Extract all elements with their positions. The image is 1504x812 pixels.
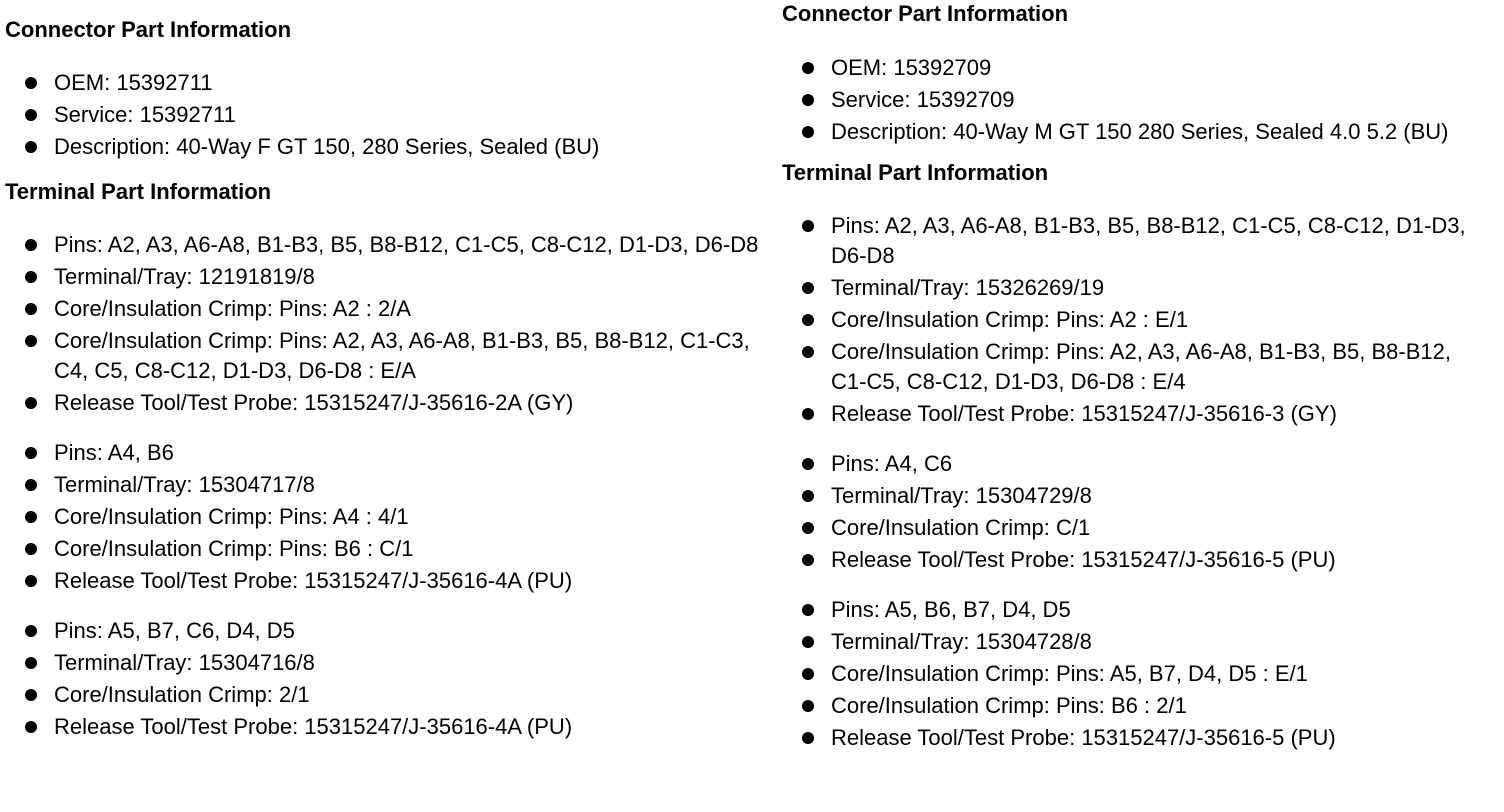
list-item: Terminal/Tray: 15304729/8 bbox=[782, 481, 1492, 511]
connector-heading: Connector Part Information bbox=[5, 17, 292, 42]
list-item: Terminal/Tray: 15304728/8 bbox=[782, 627, 1492, 657]
terminal-group bbox=[782, 211, 1492, 429]
list-item: Terminal/Tray: 15304716/8 bbox=[5, 648, 770, 678]
connector-oem: OEM: 15392709 bbox=[782, 53, 1492, 83]
list-item: Core/Insulation Crimp: Pins: B6 : C/1 bbox=[5, 534, 770, 564]
terminal-group bbox=[782, 449, 1492, 575]
list-item: Core/Insulation Crimp: Pins: A2, A3, A6-A8, B1-B3, B5, B8-B12, C1-C5, C8-C12, D1-D3, D6-D8 : E/4 bbox=[782, 337, 1492, 397]
list-item: Pins: A5, B6, B7, D4, D5 bbox=[782, 595, 1492, 625]
list-item: Core/Insulation Crimp: Pins: A2, A3, A6-A8, B1-B3, B5, B8-B12, C1-C3, C4, C5, C8-C12, D1-D3, D6-D8 : E/A bbox=[5, 326, 770, 386]
connector-oem: OEM: 15392711 bbox=[5, 68, 770, 98]
list-item: Terminal/Tray: 15304717/8 bbox=[5, 470, 770, 500]
connector-service: Service: 15392709 bbox=[782, 85, 1492, 115]
left-connector-column bbox=[5, 0, 770, 744]
list-item: Release Tool/Test Probe: 15315247/J-35616-3 (GY) bbox=[782, 399, 1492, 429]
terminal-heading: Terminal Part Information bbox=[782, 160, 1049, 185]
connector-heading: Connector Part Information bbox=[782, 1, 1069, 26]
list-item: Core/Insulation Crimp: Pins: B6 : 2/1 bbox=[782, 691, 1492, 721]
list-item: Terminal/Tray: 15326269/19 bbox=[782, 273, 1492, 303]
terminal-group bbox=[5, 438, 770, 596]
connector-description: Description: 40-Way M GT 150 280 Series, Sealed 4.0 5.2 (BU) bbox=[782, 117, 1492, 147]
list-item: Pins: A5, B7, C6, D4, D5 bbox=[5, 616, 770, 646]
connector-description: Description: 40-Way F GT 150, 280 Series, Sealed (BU) bbox=[5, 132, 770, 162]
list-item: Release Tool/Test Probe: 15315247/J-35616-5 (PU) bbox=[782, 723, 1492, 753]
terminal-group bbox=[5, 616, 770, 742]
terminal-heading: Terminal Part Information bbox=[5, 179, 272, 204]
list-item: Core/Insulation Crimp: C/1 bbox=[782, 513, 1492, 543]
list-item: Release Tool/Test Probe: 15315247/J-35616-5 (PU) bbox=[782, 545, 1492, 575]
terminal-group bbox=[5, 230, 770, 418]
list-item: Pins: A4, C6 bbox=[782, 449, 1492, 479]
list-item: Core/Insulation Crimp: Pins: A5, B7, D4, D5 : E/1 bbox=[782, 659, 1492, 689]
list-item: Core/Insulation Crimp: 2/1 bbox=[5, 680, 770, 710]
list-item: Core/Insulation Crimp: Pins: A4 : 4/1 bbox=[5, 502, 770, 532]
list-item: Core/Insulation Crimp: Pins: A2 : 2/A bbox=[5, 294, 770, 324]
list-item: Terminal/Tray: 12191819/8 bbox=[5, 262, 770, 292]
connector-info-list bbox=[782, 53, 1492, 147]
list-item: Pins: A4, B6 bbox=[5, 438, 770, 468]
connector-service: Service: 15392711 bbox=[5, 100, 770, 130]
connector-info-list bbox=[5, 68, 770, 162]
terminal-group bbox=[782, 595, 1492, 753]
list-item: Release Tool/Test Probe: 15315247/J-35616-2A (GY) bbox=[5, 388, 770, 418]
right-connector-column bbox=[782, 0, 1492, 755]
list-item: Release Tool/Test Probe: 15315247/J-35616-4A (PU) bbox=[5, 566, 770, 596]
list-item: Core/Insulation Crimp: Pins: A2 : E/1 bbox=[782, 305, 1492, 335]
list-item: Pins: A2, A3, A6-A8, B1-B3, B5, B8-B12, C1-C5, C8-C12, D1-D3, D6-D8 bbox=[782, 211, 1492, 271]
list-item: Release Tool/Test Probe: 15315247/J-35616-4A (PU) bbox=[5, 712, 770, 742]
list-item: Pins: A2, A3, A6-A8, B1-B3, B5, B8-B12, C1-C5, C8-C12, D1-D3, D6-D8 bbox=[5, 230, 770, 260]
